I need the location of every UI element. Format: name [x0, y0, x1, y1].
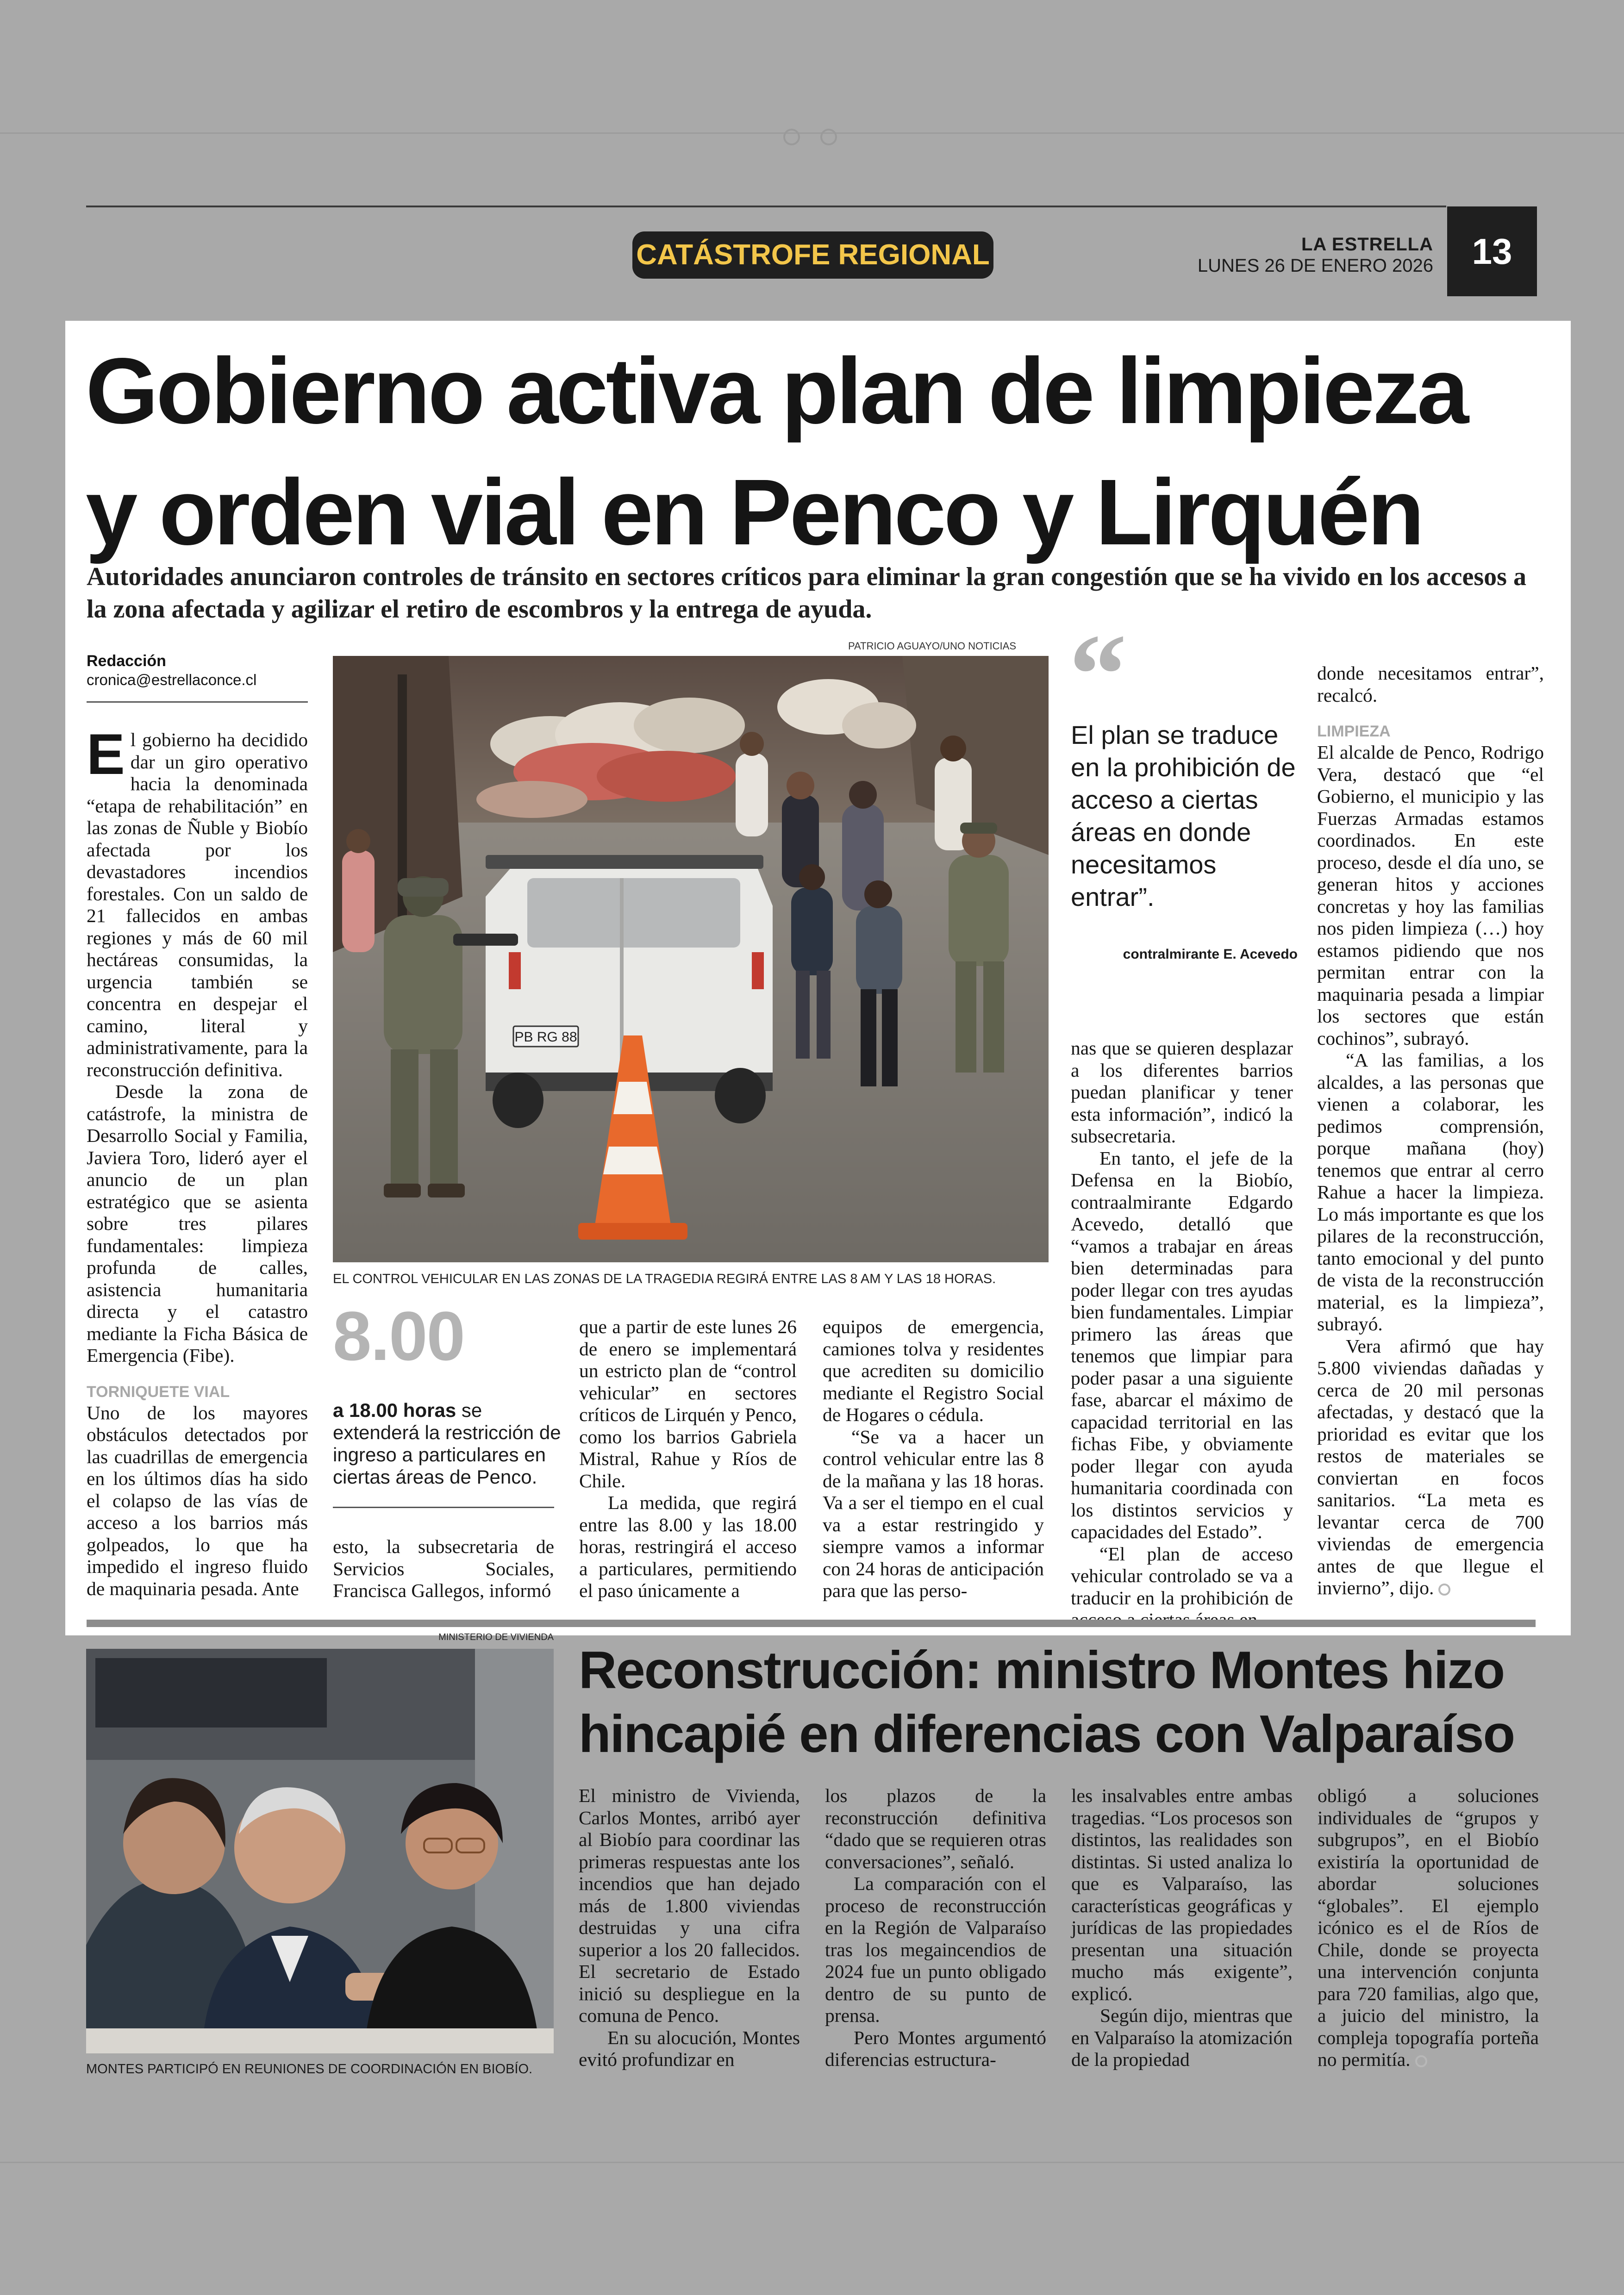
scroll-dot-right	[820, 129, 837, 145]
byline	[87, 651, 309, 689]
section-tag	[632, 231, 993, 279]
byline-author: Redacción	[87, 652, 166, 670]
highlight-text	[333, 1399, 564, 1488]
drop-cap: E	[87, 723, 125, 786]
main-headline-line-1: Gobierno activa plan de limpieza	[86, 338, 1467, 443]
highlight-number: 8.00	[333, 1297, 464, 1375]
second-headline-line-2: hincapié en diferencias con Valparaíso	[579, 1705, 1515, 1764]
main-column-6	[1317, 662, 1544, 1599]
main-article-bottom-rule	[87, 1620, 1536, 1627]
pull-quote-text: El plan se traduce en la prohibición de acceso a ciertas áreas en donde necesitamos entrar”.	[1071, 720, 1296, 911]
second-headline-line-1: Reconstrucción: ministro Montes hizo	[579, 1641, 1505, 1700]
section-tag-label: CATÁSTROFE REGIONAL	[636, 239, 990, 271]
second-photo-credit: MINISTERIO DE VIVIENDA	[438, 1632, 554, 1642]
second-column-3	[1071, 1785, 1293, 2071]
paragraph: En su alocución, Montes evitó profundizar en	[579, 2027, 800, 2070]
main-headline-line-2: y orden vial en Penco y Lirquén	[86, 460, 1423, 564]
pull-quote-author: contralmirante E. Acevedo	[1123, 947, 1298, 962]
paragraph: les insalvables entre ambas tragedias. “Los procesos son distintos, las realidades son distintas. Si usted analiza lo que es Valparaíso, las características geográficas y jurídicas de las propiedades presentan una situación mucho más exigente”, explicó.	[1071, 1785, 1293, 2004]
main-column-3	[579, 1316, 797, 1602]
main-photo-credit: PATRICIO AGUAYO/UNO NOTICIAS	[848, 640, 1016, 652]
subhead-torniquete: TORNIQUETE VIAL	[87, 1383, 230, 1401]
top-separator-line	[0, 132, 1624, 134]
page-number: 13	[1472, 231, 1512, 272]
header-rule	[86, 206, 1446, 207]
paragraph: obligó a soluciones individuales de “grupos y subgrupos”, en el Biobío existiría la oportunidad de abordar soluciones “globales”. El ejemplo icónico es el de Ríos de Chile, donde se proyecta una intervención conjunta para 720 familias, algo que, a juicio del ministro, la compleja topografía porteña no permitía.	[1318, 1785, 1539, 2070]
highlight-rest: se extenderá la restricción de ingreso a particulares en ciertas áreas de Penco.	[333, 1399, 561, 1488]
paragraph: esto, la subsecretaria de Servicios Sociales, Francisca Gallegos, informó	[333, 1536, 554, 1601]
masthead	[1111, 234, 1433, 277]
paragraph: Desde la zona de catástrofe, la ministra de Desarrollo Social y Familia, Javiera Toro, lideró ayer el anuncio de un plan estratégico que se asienta sobre tres pilares fundamentales: limpieza profunda de calles, asistencia humanitaria directa y el catastro mediante la Ficha Básica de Emergencia (Fibe).	[87, 1081, 308, 1366]
main-photo-scene	[333, 656, 1049, 1262]
paragraph: donde necesitamos entrar”, recalcó.	[1317, 662, 1544, 706]
main-column-2	[333, 1536, 554, 1602]
paragraph: El alcalde de Penco, Rodrigo Vera, destacó que “el Gobierno, el municipio y las Fuerzas Armadas estamos coordinados. En este proceso, desde el día uno, se generan hitos y acciones concretas y hoy las familias nos piden limpieza (…) hoy estamos pidiendo que nos permitan entrar con la maquinaria pesada a limpiar los sectores que están cochinos”, subrayó.	[1317, 742, 1544, 1049]
paragraph: Según dijo, mientras que en Valparaíso la atomización de la propiedad	[1071, 2005, 1293, 2070]
highlight-bold: a 18.00 horas	[333, 1399, 456, 1421]
bottom-separator-line	[0, 2162, 1624, 2163]
second-headline	[579, 1639, 1546, 1766]
main-headline	[86, 330, 1558, 573]
paragraph: Vera afirmó que hay 5.800 viviendas dañadas y cerca de 20 mil personas afectadas, y destacó que la prioridad es evitar que los restos de materiales se conviertan en focos sanitarios. “La meta es levantar cerca de 700 viviendas de emergencia antes de que llegue el invierno”, dijo.	[1317, 1335, 1544, 1598]
paragraph: Pero Montes argumentó diferencias estructura-	[825, 2027, 1046, 2070]
van-plate: PB RG 88	[514, 1029, 577, 1045]
end-mark-icon	[1415, 2055, 1427, 2067]
subhead-limpieza: LIMPIEZA	[1317, 723, 1391, 740]
paragraph: El ministro de Vivienda, Carlos Montes, arribó ayer al Biobío para coordinar las primeras respuestas ante los incendios que han dejado más de 1.800 viviendas destruidas y una cifra superior a los 20 fallecidos. El secretario de Estado inició su despliegue en la comuna de Penco.	[579, 1785, 800, 2026]
main-lead: Autoridades anunciaron controles de tránsito en sectores críticos para eliminar la gran congestión que se ha vivido en los accesos a la zona afectada y agilizar el retiro de escombros y la entrega de ayuda.	[87, 562, 1526, 624]
paragraph: nas que se quieren desplazar a los diferentes barrios puedan planificar y tener esta información”, indicó la subsecretaria.	[1071, 1037, 1293, 1147]
main-article-card	[65, 321, 1571, 1635]
paragraph: equipos de emergencia, camiones tolva y residentes que acrediten su domicilio mediante el Registro Social de Hogares o cédula.	[823, 1316, 1044, 1425]
byline-email: cronica@estrellaconce.cl	[87, 671, 257, 688]
pull-quote-mark: “	[1069, 611, 1127, 739]
second-photo	[86, 1649, 554, 2053]
main-column-4	[823, 1316, 1044, 1602]
paragraph: El gobierno ha decidido dar un giro operativo hacia la denominada “etapa de rehabilitación” en las zonas de Ñuble y Biobío afectada por los devastadores incendios forestales. Con un saldo de 21 fallecidos en ambas regiones y más de 60 mil hectáreas consumidas, la urgencia también se concentra en despejar el camino, literal y administrativamente, para la reconstrucción definitiva.	[87, 723, 308, 1080]
main-column-1	[87, 723, 308, 1600]
scroll-dot-left	[783, 129, 800, 145]
masthead-paper: LA ESTRELLA	[1301, 234, 1433, 255]
masthead-date: LUNES 26 DE ENERO 2026	[1197, 256, 1433, 276]
highlight-rule	[333, 1507, 554, 1508]
end-mark-icon	[1438, 1584, 1450, 1596]
main-photo	[333, 656, 1049, 1262]
paragraph: que a partir de este lunes 26 de enero se implementará un estricto plan de “control vehicular” en sectores críticos de Lirquén y Penco, como los barrios Gabriela Mistral, Rahue y Ríos de Chile.	[579, 1316, 797, 1491]
second-column-4	[1318, 1785, 1539, 2071]
paragraph: Uno de los mayores obstáculos detectados por las cuadrillas de emergencia en los últimos días ha sido el colapso de las vías de acceso a los barrios más golpeados, lo que ha impedido el ingreso fluido de maquinaria pesada. Ante	[87, 1402, 308, 1599]
paragraph: “A las familias, a los alcaldes, a las personas que vienen a colaborar, les pedimos comprensión, porque mañana (hoy) tenemos que entrar al cerro Rahue a hacer la limpieza. Lo más importante es que los pilares de la reconstrucción, tanto emocional y del punto de vista de la reconstrucción material, es la limpieza”, subrayó.	[1317, 1049, 1544, 1335]
main-column-5	[1071, 1037, 1293, 1631]
paragraph: los plazos de la reconstrucción definitiva “dado que se requieren otras conversaciones”, señaló.	[825, 1785, 1046, 1872]
second-photo-caption: MONTES PARTICIPÓ EN REUNIONES DE COORDINACIÓN EN BIOBÍO.	[86, 2062, 533, 2077]
second-photo-scene	[86, 1649, 554, 2053]
paragraph: La comparación con el proceso de reconstrucción en la Región de Valparaíso tras los megaincendios de 2024 fue un punto obligado dentro de su punto de prensa.	[825, 1873, 1046, 2026]
page-number-box	[1447, 206, 1537, 296]
second-column-1	[579, 1785, 800, 2071]
paragraph: En tanto, el jefe de la Defensa en la Biobío, contraalmirante Edgardo Acevedo, detalló que “vamos a trabajar en áreas bien determinadas para poder llegar con tres ayudas bien fundamentales. Limpiar primero las áreas que tenemos que limpiar para poder pasar a una siguiente fase, abarcar el máximo de capacidad territorial en las fichas Fibe, y obviamente poder llegar con ayuda humanitaria coordinada con los distintos servicios y capacidades del Estado”.	[1071, 1147, 1293, 1542]
paragraph: La medida, que regirá entre las 8.00 y las 18.00 horas, restringirá el acceso a particulares, permitiendo el paso únicamente a	[579, 1492, 797, 1601]
main-photo-caption: EL CONTROL VEHICULAR EN LAS ZONAS DE LA TRAGEDIA REGIRÁ ENTRE LAS 8 AM Y LAS 18 HORAS.	[333, 1272, 996, 1286]
byline-rule	[87, 701, 308, 703]
paragraph: “El plan de acceso vehicular controlado se va a traducir en la prohibición de	[1071, 1543, 1293, 1609]
second-column-2	[825, 1785, 1046, 2071]
paragraph: “Se va a hacer un control vehicular entre las 8 de la mañana y las 18 horas. Va a ser el tiempo en el cual va a estar restringido y siempre vamos a informar con 24 horas de anticipación para que las perso-	[823, 1426, 1044, 1601]
